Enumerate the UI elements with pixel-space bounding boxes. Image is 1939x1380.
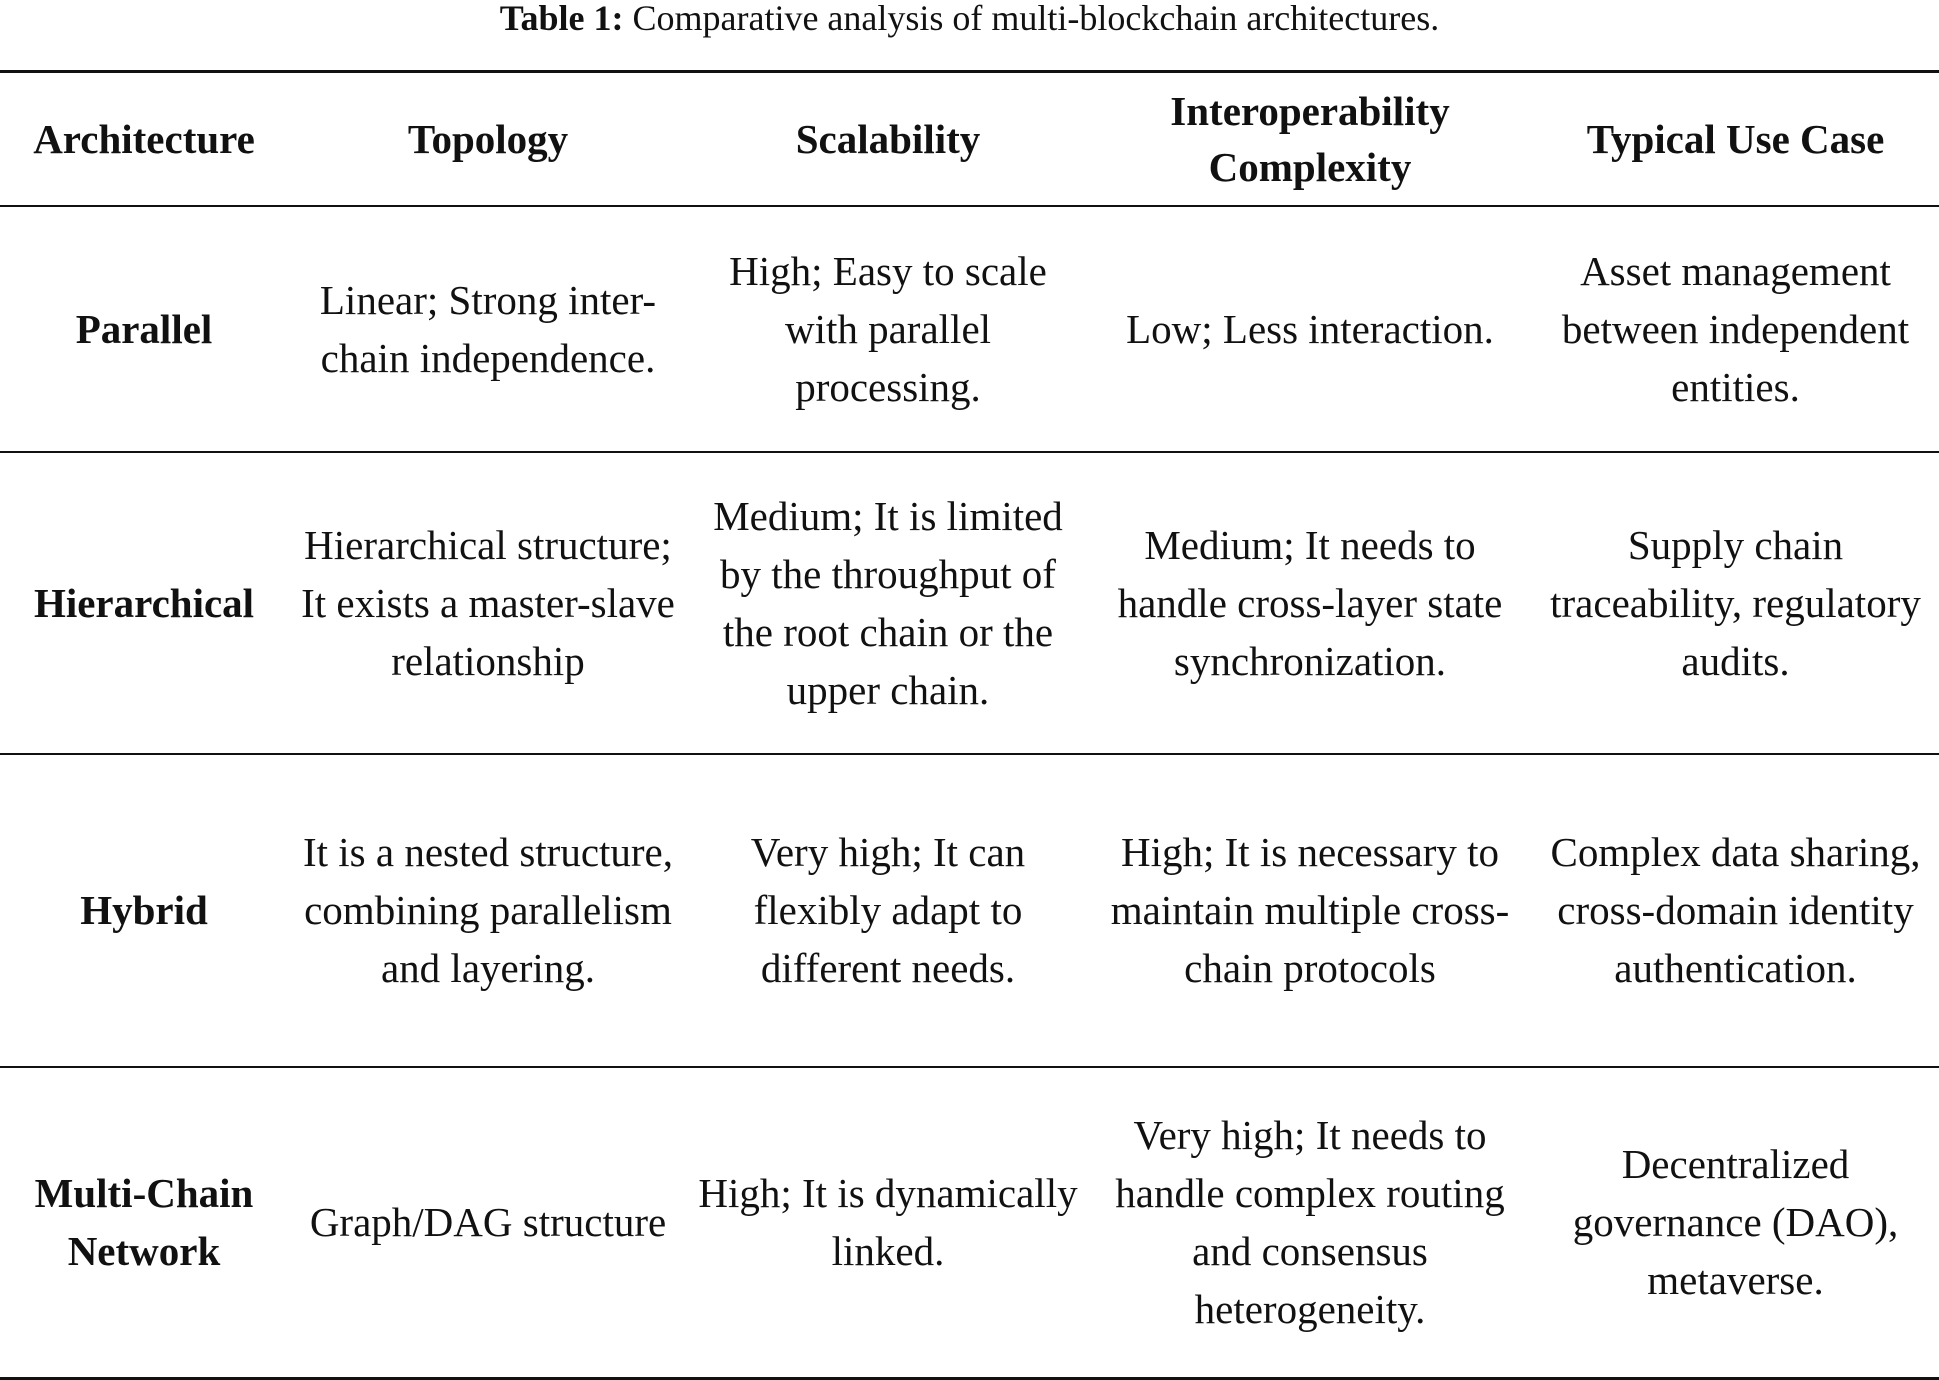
use-case-cell: Asset management between independent entities. bbox=[1561, 247, 1910, 410]
topology-cell: Hierarchical structure; It exists a master-slave relationship bbox=[301, 521, 675, 684]
scalability-cell: High; It is dynamically linked. bbox=[698, 1170, 1078, 1275]
interoperability-cell: Low; Less interaction. bbox=[1126, 305, 1494, 352]
topology-cell: It is a nested structure, combining parallelism and layering. bbox=[302, 829, 674, 991]
interoperability-cell: Very high; It needs to handle complex routing and consensus heterogeneity. bbox=[1115, 1112, 1505, 1333]
scalability-cell: Very high; It can flexibly adapt to different needs. bbox=[750, 829, 1026, 991]
table-caption bbox=[0, 0, 1939, 44]
use-case-cell: Decentralized governance (DAO), metaverse. bbox=[1572, 1141, 1899, 1304]
architecture-cell: Multi-Chain Network bbox=[34, 1170, 254, 1275]
header-interoperability-complexity: Interoperability Complexity bbox=[1170, 87, 1450, 190]
architecture-cell: Hybrid bbox=[80, 887, 208, 933]
scalability-cell: High; Easy to scale with parallel processing. bbox=[729, 247, 1047, 410]
table-row bbox=[0, 452, 1939, 754]
table-row bbox=[0, 1067, 1939, 1379]
architecture-cell: Parallel bbox=[75, 305, 213, 352]
header-topology: Topology bbox=[407, 115, 569, 162]
architecture-cell: Hierarchical bbox=[33, 579, 255, 626]
caption-label: Table 1: bbox=[499, 0, 624, 38]
table-row bbox=[0, 206, 1939, 452]
use-case-cell: Supply chain traceability, regulatory audits. bbox=[1550, 521, 1921, 684]
caption-text: Comparative analysis of multi-blockchain architectures. bbox=[623, 0, 1440, 38]
interoperability-cell: High; It is necessary to maintain multiple cross-chain protocols bbox=[1110, 829, 1510, 991]
header-architecture: Architecture bbox=[33, 115, 255, 162]
table-row bbox=[0, 754, 1939, 1067]
table-header-row bbox=[0, 72, 1939, 206]
architecture-comparison-table bbox=[0, 70, 1939, 1380]
topology-cell: Graph/DAG structure bbox=[309, 1199, 667, 1246]
interoperability-cell: Medium; It needs to handle cross-layer state synchronization. bbox=[1117, 521, 1503, 684]
topology-cell: Linear; Strong inter-chain independence. bbox=[319, 276, 657, 381]
scalability-cell: Medium; It is limited by the throughput of the root chain or the upper chain. bbox=[713, 492, 1063, 713]
use-case-cell: Complex data sharing, cross-domain identity authentication. bbox=[1550, 829, 1921, 991]
header-scalability: Scalability bbox=[795, 115, 981, 162]
header-typical-use-case: Typical Use Case bbox=[1586, 115, 1885, 162]
